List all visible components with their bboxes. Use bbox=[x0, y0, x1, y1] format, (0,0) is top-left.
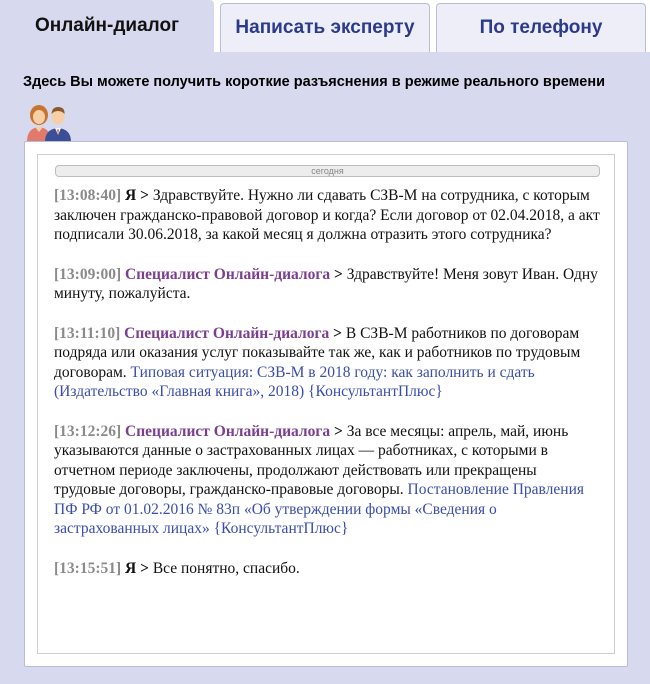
message-time: [13:08:40] bbox=[54, 187, 122, 204]
message-separator: > bbox=[140, 187, 149, 204]
message-author: Специалист Онлайн-диалога bbox=[124, 324, 330, 342]
page-subtitle: Здесь Вы можете получить короткие разъяснения в режиме реального времени bbox=[23, 74, 606, 90]
message-text: Все понятно, спасибо. bbox=[152, 559, 300, 577]
chat-log[interactable] bbox=[37, 154, 615, 654]
chat-message bbox=[54, 265, 602, 304]
message-text: В СЗВ-М работников по договорам подряда или оказания услуг показывайте так же, как и работников по трудовым договорам. bbox=[54, 324, 581, 381]
tab-bar bbox=[0, 0, 650, 52]
chat-message bbox=[54, 186, 602, 245]
message-separator: > bbox=[333, 324, 342, 342]
message-author: Специалист Онлайн-диалога bbox=[125, 265, 331, 283]
message-time: [13:11:10] bbox=[54, 324, 121, 342]
message-text: Здравствуйте! Меня зовут Иван. Одну минуту, пожалуйста. bbox=[54, 265, 598, 302]
message-text: Здравствуйте. Нужно ли сдавать СЗВ-М на сотрудника, с которым заключен гражданско-правовой договор и когда? Если договор от 02.04.2018, а акт подписали 30.06.2018, за какой месяц я должна отразить этого сотрудника? bbox=[54, 187, 600, 243]
message-time: [13:15:51] bbox=[54, 559, 122, 577]
chat-message bbox=[54, 324, 602, 402]
message-list bbox=[54, 186, 602, 578]
chat-panel bbox=[24, 141, 628, 667]
message-separator: > bbox=[140, 559, 149, 577]
message-author: Специалист Онлайн-диалога bbox=[125, 422, 331, 440]
chat-message bbox=[54, 559, 602, 579]
message-time: [13:12:26] bbox=[54, 422, 122, 440]
tab-by-phone[interactable]: По телефону bbox=[436, 3, 646, 52]
source-link[interactable]: Постановление Правления ПФ РФ от 01.02.2016 № 83п «Об утверждении формы «Сведения о застрахованных лицах» {КонсультантПлюс} bbox=[54, 481, 584, 537]
chat-message bbox=[54, 422, 602, 539]
source-link[interactable]: Типовая ситуация: СЗВ-М в 2018 году: как заполнить и сдать (Издательство «Главная книга», 2018) {КонсультантПлюс} bbox=[54, 363, 535, 400]
message-author: Я bbox=[125, 559, 137, 577]
message-separator: > bbox=[334, 422, 343, 440]
date-divider: сегодня bbox=[55, 165, 600, 177]
message-text: За все месяцы: апрель, май, июнь указываются данные о застрахованных лицах — работниках, с которыми в отчетном периоде заключены, продолжают действовать или прекращены трудовые договоры, гражданско-правовые договоры. bbox=[54, 422, 569, 498]
support-people-icon bbox=[22, 102, 78, 142]
message-author: Я bbox=[125, 187, 137, 204]
message-separator: > bbox=[334, 265, 343, 283]
message-time: [13:09:00] bbox=[54, 265, 122, 283]
tab-online-dialog[interactable]: Онлайн-диалог bbox=[0, 0, 214, 52]
tab-write-expert[interactable]: Написать эксперту bbox=[220, 3, 430, 52]
